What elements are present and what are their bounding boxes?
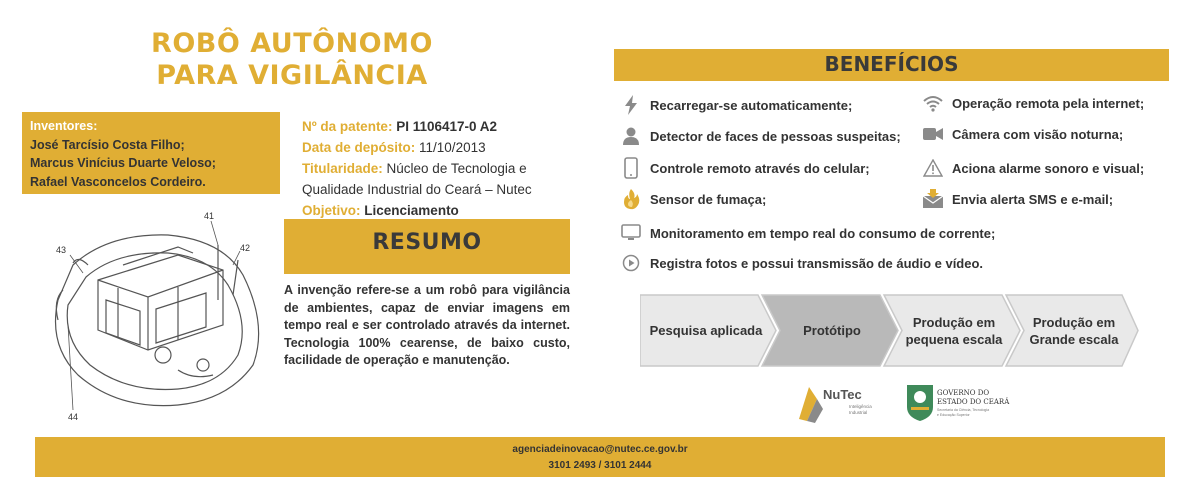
- resumo-title: RESUMO: [372, 230, 482, 255]
- stage-label-line: Pesquisa aplicada: [649, 323, 763, 338]
- deposit-date-value: 11/10/2013: [419, 140, 486, 155]
- stage-label: [1016, 314, 1132, 348]
- ownership-row: [302, 158, 592, 179]
- gov-line-1: GOVERNO DO: [937, 389, 990, 397]
- play-icon: [620, 252, 642, 274]
- patent-number-row: [302, 116, 592, 137]
- benefit-text: Recarregar-se automaticamente;: [650, 97, 853, 113]
- contact-phones: 3101 2493 / 3101 2444: [548, 460, 652, 471]
- benefit-text: Operação remota pela internet;: [952, 95, 1145, 111]
- nutec-sub: Inteligência: [849, 404, 872, 409]
- wifi-icon: [922, 92, 944, 114]
- stage-label-line: Produção em: [1032, 315, 1116, 330]
- gov-sub: e Educação Superior: [937, 413, 970, 417]
- drawing-label: 42: [240, 243, 251, 253]
- title-line-1: ROBÔ AUTÔNOMO: [151, 28, 433, 59]
- nutec-name: NuTec: [823, 387, 862, 402]
- benefit-text: Câmera com visão noturna;: [952, 126, 1124, 142]
- inventors-label: Inventores:: [30, 119, 98, 133]
- mail-alert-icon: [922, 188, 944, 210]
- video-camera-icon: [922, 123, 944, 145]
- patent-number-label: Nº da patente:: [302, 119, 393, 134]
- fire-icon: [620, 188, 642, 210]
- benefits-title: BENEFÍCIOS: [824, 52, 959, 76]
- nutec-logo: [799, 387, 872, 423]
- ownership-row-2: [302, 179, 592, 200]
- drawing-label: 41: [204, 211, 215, 221]
- contact-footer: [35, 437, 1165, 477]
- objective-value: Licenciamento: [364, 203, 459, 218]
- stage-label: [642, 322, 770, 339]
- ownership-value: Núcleo de Tecnologia e: [386, 161, 527, 176]
- ownership-label: Titularidade:: [302, 161, 383, 176]
- benefit-text: Controle remoto através do celular;: [650, 160, 870, 176]
- benefit-text: Registra fotos e possui transmissão de áudio e vídeo.: [650, 255, 984, 271]
- benefit-item: [620, 94, 852, 116]
- benefit-item: [922, 157, 1144, 179]
- benefit-text: Sensor de fumaça;: [650, 191, 767, 207]
- resumo-text: A invenção refere-se a um robô para vigilância de ambientes, capaz de enviar imagens em tempo real e ser controlado através da internet. Tecnologia 100% cearense, de baixo custo, facilidade de operação e manutenção.: [284, 283, 570, 367]
- lightning-icon: [620, 94, 642, 116]
- benefit-item: [620, 188, 766, 210]
- deposit-date-row: [302, 137, 592, 158]
- benefit-item: [620, 157, 870, 179]
- stage-label-line: Grande escala: [1029, 332, 1119, 347]
- drawing-label: 44: [68, 412, 79, 422]
- deposit-date-label: Data de depósito:: [302, 140, 416, 155]
- benefit-item: [620, 222, 995, 244]
- gov-line-2: ESTADO DO CEARÁ: [937, 398, 1010, 406]
- drawing-label: 43: [56, 245, 67, 255]
- inventor-name: Marcus Vinícius Duarte Veloso;: [30, 156, 216, 170]
- benefit-text: Monitoramento em tempo real do consumo de corrente;: [650, 225, 996, 241]
- ceara-government-logo: [907, 385, 1010, 421]
- stage-label-line: pequena escala: [905, 332, 1003, 347]
- warning-icon: [922, 157, 944, 179]
- benefit-item: [922, 123, 1123, 145]
- benefit-item: [922, 92, 1144, 114]
- benefit-text: Aciona alarme sonoro e visual;: [952, 160, 1145, 176]
- inventor-name: Rafael Vasconcelos Cordeiro.: [30, 174, 206, 189]
- smartphone-icon: [620, 157, 642, 179]
- benefit-item: [922, 188, 1113, 210]
- benefit-item: [620, 125, 901, 147]
- stage-label-line: Produção em: [912, 315, 996, 330]
- stage-label-line: Protótipo: [803, 323, 861, 338]
- monitor-icon: [620, 222, 642, 244]
- development-stages: [640, 293, 1140, 368]
- inventors-box: [22, 112, 280, 194]
- patent-info: [302, 116, 592, 221]
- benefit-item: [620, 252, 983, 274]
- objective-label: Objetivo:: [302, 203, 361, 218]
- objective-row: [302, 200, 592, 221]
- nutec-sub: Industrial: [849, 410, 868, 415]
- partner-logos: [795, 379, 1025, 423]
- inventor-name: José Tarcísio Costa Filho;: [30, 137, 185, 152]
- title-line-2: PARA VIGILÂNCIA: [156, 60, 428, 91]
- person-icon: [620, 125, 642, 147]
- patent-number-value: PI 1106417-0 A2: [396, 119, 498, 134]
- benefit-text: Envia alerta SMS e e-mail;: [952, 191, 1114, 207]
- benefit-text: Detector de faces de pessoas suspeitas;: [650, 128, 901, 144]
- page-title: [108, 28, 476, 92]
- ownership-value-cont: Qualidade Industrial do Ceará – Nutec: [302, 182, 532, 197]
- stage-label: [774, 322, 890, 339]
- contact-email[interactable]: agenciadeinovacao@nutec.ce.gov.br: [512, 444, 688, 455]
- robot-technical-drawing: [28, 205, 278, 425]
- stage-label: [896, 314, 1012, 348]
- gov-sub: Secretaria da Ciência, Tecnologia: [937, 408, 990, 412]
